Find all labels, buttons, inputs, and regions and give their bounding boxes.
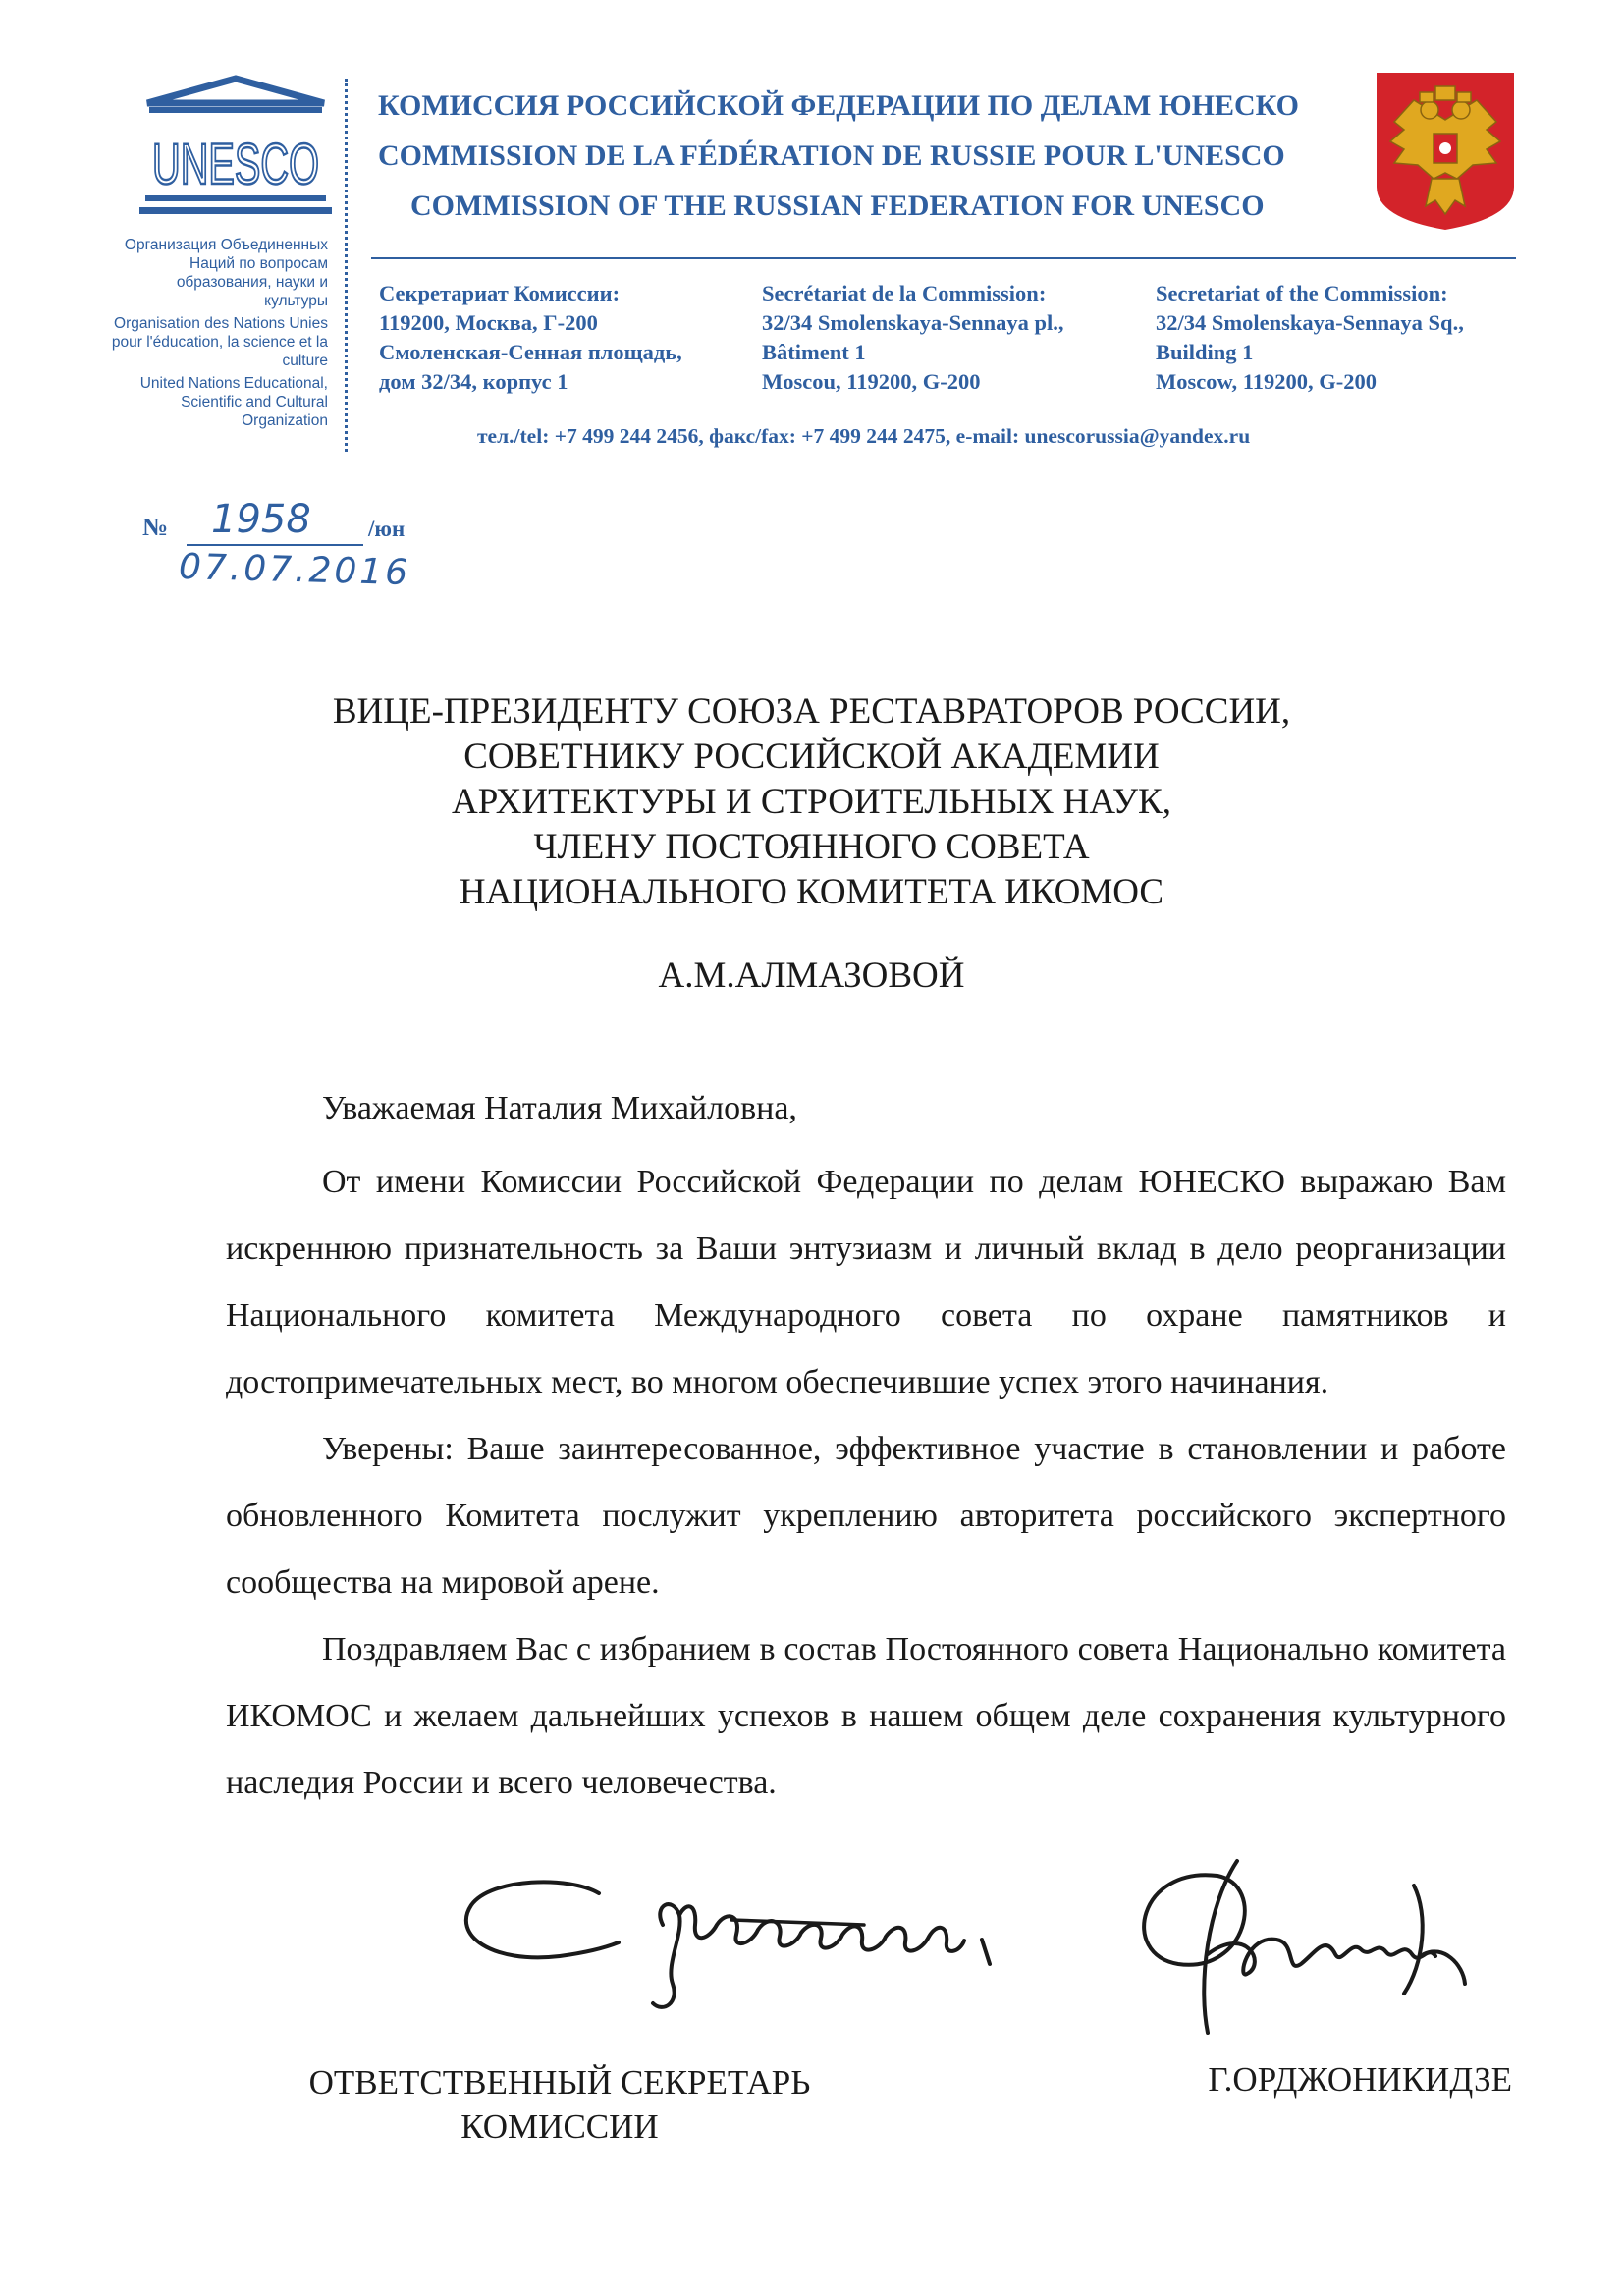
- body-paragraph: Уверены: Ваше заинтересованное, эффективное участие в становлении и работе обновленного Комитета послужит укреплению авторитета российского экспертного сообщества на мировой арене.: [226, 1431, 1506, 1601]
- unesco-name-ru: Организация Объединенных Наций по вопросам образования, науки и культуры: [124, 237, 328, 309]
- commission-title-fr: COMMISSION DE LA FÉDÉRATION DE RUSSIE POUR L'UNESCO: [378, 139, 1285, 172]
- signatory-name: Г.ОРДЖОНИКИДЗЕ: [1208, 2060, 1512, 2099]
- signatory-position: [226, 2060, 893, 2149]
- header-rule: [371, 257, 1516, 259]
- unesco-full-names: [110, 236, 328, 434]
- handwritten-closing: [452, 1866, 1041, 2023]
- commission-title-en: COMMISSION OF THE RUSSIAN FEDERATION FOR UNESCO: [410, 190, 1265, 222]
- body-paragraph: Поздравляем Вас с избранием в состав Постоянного совета Национально комитета ИКОМОС и желаем дальнейших успехов в нашем общем деле сохранения культурного наследия России и всего человечества.: [226, 1631, 1506, 1801]
- unesco-name-fr: Organisation des Nations Unies pour l'éducation, la science et la culture: [111, 315, 328, 369]
- address-fr-line: 32/34 Smolenskaya-Sennaya pl.,: [762, 310, 1064, 335]
- address-ru-line: Смоленская-Сенная площадь,: [379, 340, 682, 364]
- vertical-dotted-divider: [345, 79, 348, 452]
- addressee-line: СОВЕТНИКУ РОССИЙСКОЙ АКАДЕМИИ: [463, 737, 1160, 777]
- address-fr: [762, 279, 1064, 397]
- letter-body: [226, 1149, 1506, 1817]
- addressee-line: АРХИТЕКТУРЫ И СТРОИТЕЛЬНЫХ НАУК,: [452, 782, 1171, 822]
- unesco-logo: [137, 74, 334, 221]
- address-en-line: Building 1: [1156, 340, 1254, 364]
- address-ru: [379, 279, 682, 397]
- registration-suffix: /юн: [368, 517, 406, 541]
- addressee-line: ЧЛЕНУ ПОСТОЯННОГО СОВЕТА: [533, 827, 1090, 867]
- russian-coat-of-arms-icon: [1375, 71, 1516, 232]
- address-fr-line: Bâtiment 1: [762, 340, 866, 364]
- registration-number: 1958: [211, 497, 311, 542]
- commission-title: [378, 81, 1299, 231]
- addressee-line: НАЦИОНАЛЬНОГО КОМИТЕТА ИКОМОС: [459, 872, 1164, 912]
- address-fr-line: Moscou, 119200, G-200: [762, 369, 981, 394]
- registration-date: 07.07.2016: [178, 546, 411, 594]
- commission-title-ru: КОМИССИЯ РОССИЙСКОЙ ФЕДЕРАЦИИ ПО ДЕЛАМ ЮНЕСКО: [378, 89, 1299, 122]
- registration-underline: [187, 544, 363, 546]
- address-ru-line: Секретариат Комиссии:: [379, 281, 621, 305]
- addressee-block: [196, 689, 1427, 915]
- unesco-acronym: UNESCO: [152, 133, 319, 196]
- position-line: КОМИССИИ: [460, 2107, 659, 2146]
- unesco-name-en: United Nations Educational, Scientific and Cultural Organization: [139, 375, 328, 429]
- address-en-line: Secretariat of the Commission:: [1156, 281, 1448, 305]
- position-line: ОТВЕТСТВЕННЫЙ СЕКРЕТАРЬ: [308, 2063, 811, 2102]
- address-en-line: 32/34 Smolenskaya-Sennaya Sq.,: [1156, 310, 1464, 335]
- address-ru-line: 119200, Москва, Г-200: [379, 310, 598, 335]
- body-paragraph: От имени Комиссии Российской Федерации по делам ЮНЕСКО выражаю Вам искреннюю признательность за Ваши энтузиазм и личный вклад в дело реорганизации Национального комитета Международного совета по охране памятников и достопримечательных мест, во многом обеспечившие успех этого начинания.: [226, 1164, 1506, 1400]
- signature-mark: [1100, 1846, 1483, 2043]
- salutation: Уважаемая Наталия Михайловна,: [322, 1090, 797, 1126]
- address-en-line: Moscow, 119200, G-200: [1156, 369, 1377, 394]
- address-fr-line: Secrétariat de la Commission:: [762, 281, 1047, 305]
- contact-line: тел./tel: +7 499 244 2456, факс/fax: +7 499 244 2475, e-mail: unescorussia@yandex.ru: [477, 424, 1251, 448]
- addressee-name: А.М.АЛМАЗОВОЙ: [658, 956, 965, 996]
- address-ru-line: дом 32/34, корпус 1: [379, 369, 568, 394]
- address-en: [1156, 279, 1464, 397]
- addressee-line: ВИЦЕ-ПРЕЗИДЕНТУ СОЮЗА РЕСТАВРАТОРОВ РОССИИ,: [332, 691, 1291, 732]
- registration-prefix: №: [142, 513, 169, 541]
